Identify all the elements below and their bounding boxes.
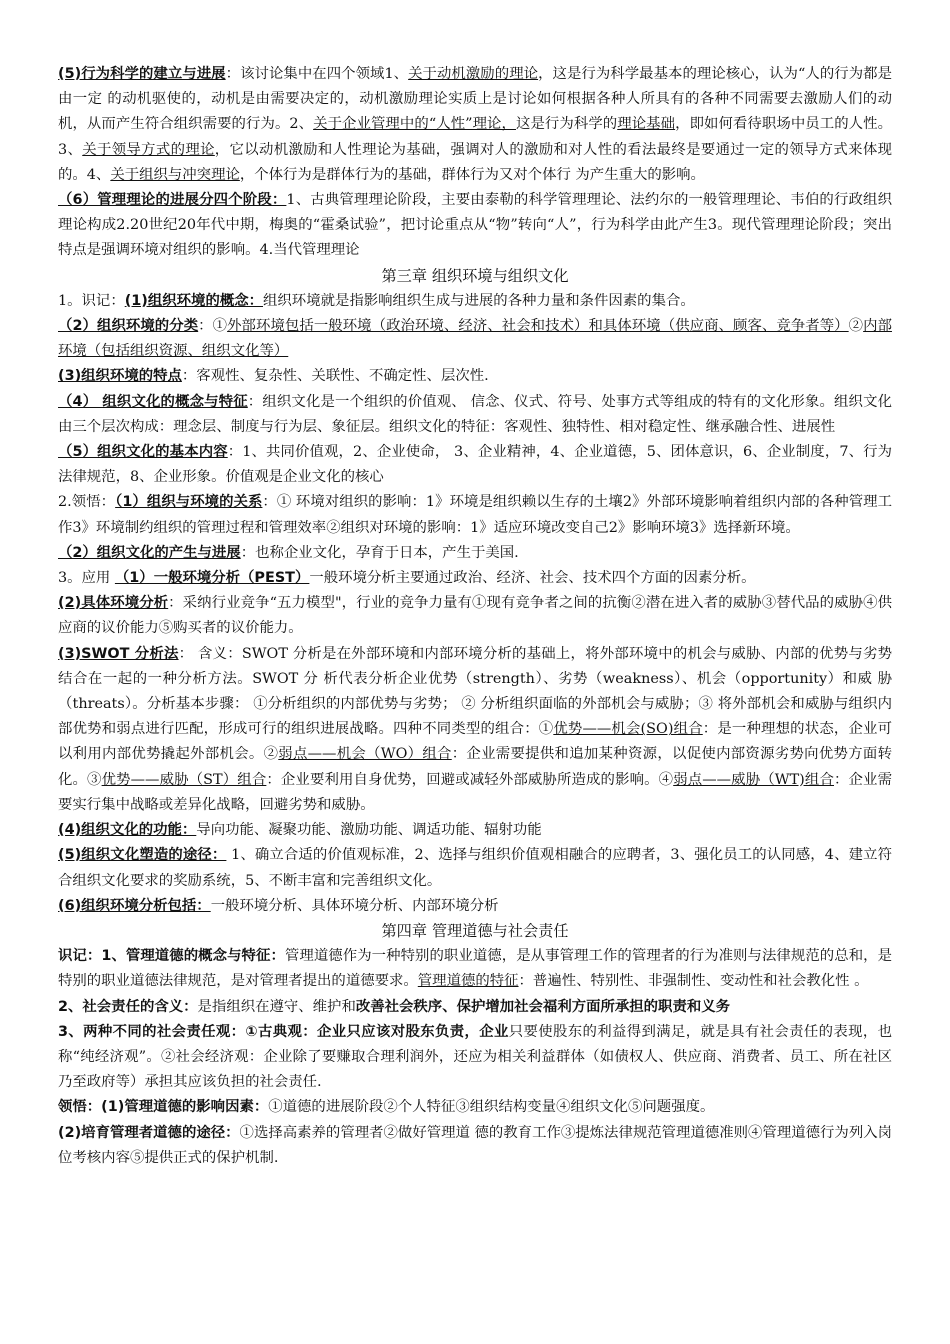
section-heading: 识记：1、管理道德的概念与特征： [58, 948, 285, 965]
text: 一般环境分析、具体环境分析、内部环境分析 [210, 897, 499, 914]
chapter-3-title: 第三章 组织环境与组织文化 [381, 266, 569, 285]
underlined-text: 优势——威胁（ST）组合 [101, 771, 267, 788]
text: 组织环境就是指影响组织生成与进展的各种力量和条件因素的集合。 [263, 292, 695, 309]
section-heading: (5)行为科学的建立与进展 [58, 66, 226, 82]
text: 1、确立合适的价值观标准，2、选择与组织价值观相融合的应聘者，3、强化员工的认同感，4、建立符合组织文化要求的奖励系统，5、不断丰富和完善组织文化。 [58, 847, 892, 889]
section-heading: (5)组织文化塑造的途径： [58, 847, 227, 864]
text: 2.领悟： [58, 494, 116, 511]
underlined-text: 关于组织与冲突理论 [110, 166, 240, 183]
underlined-text: 优势——机会(SO)组合 [553, 721, 703, 738]
section-heading: (4)组织文化的功能： [58, 822, 197, 839]
section-heading: (3)SWOT 分析法 [58, 645, 179, 662]
text: ，这是行为科学最基本的理论核心，认为“人的行为都是由一定 的动机驱使的，动机是由需要决定的，动机激励理论实质上是讨论如何根据各种人所具有的各种不同需要去激励人们的动机，从而产生符合组织需要的行为。2、 [58, 66, 892, 133]
text: ：该讨论集中在四个领域1、 [225, 66, 409, 82]
text: ①选择高素养的管理者②做好管理道 德的教育工作③提炼法律规范管理道德准则④管理道德行为列入岗位考核内容⑤提供正式的保护机制. [58, 1124, 892, 1166]
text: ：企业需要实行集中战略或差异化战略，回避劣势和威胁。 [58, 771, 892, 813]
paragraph-org-environment-relation [58, 490, 892, 540]
section-heading: (2)培育管理者道德的途径： [58, 1124, 240, 1141]
section-heading: (2)具体环境分析 [58, 595, 169, 612]
text: ：① [198, 318, 228, 335]
text: ：组织文化是一个组织的价值观、 信念、仪式、符号、处事方式等组成的特有的文化形象。组织文化由三个层次构成：理念层、制度与行为层、象征层。组织文化的特征：客观性、独特性、相对稳定性、继承融合性、进展性 [58, 393, 893, 435]
paragraph-ethics-concept [58, 944, 892, 994]
section-heading: (6)组织环境分析包括： [58, 897, 211, 914]
underlined-text: 弱点——威胁（WT)组合 [673, 771, 834, 788]
text: 一般环境分析主要通过政治、经济、社会、技术四个方面的因素分析。 [309, 570, 756, 587]
text: ：普遍性、特别性、非强制性、变动性和社会教化性 。 [518, 973, 869, 990]
text: ：是一种理想的状态，企业可以利用内部优势撬起外部机会。② [58, 721, 892, 763]
text: ①道德的进展阶段②个人特征③组织结构变量④组织文化⑤问题强度。 [268, 1099, 715, 1116]
underlined-text: 内部环境（包括组织资源、组织文化等） [58, 318, 892, 360]
paragraph-pest [58, 566, 892, 591]
text: ：客观性、复杂性、关联性、不确定性、层次性. [181, 368, 489, 385]
paragraph-culture-functions [58, 818, 892, 843]
underlined-text: 弱点——机会（WO）组合 [278, 746, 452, 763]
text: ：采纳行业竞争“五力模型"，行业的竞争力量有①现有竞争者之间的抗衡②潜在进入者的威胁③替代品的威胁④供应商的议价能力⑤购买者的议价能力。 [58, 595, 892, 637]
section-heading: （2）组织环境的分类 [58, 318, 199, 335]
paragraph-behavioral-science [58, 62, 892, 188]
paragraph-responsibility-views [58, 1020, 892, 1096]
underlined-text: 理论基础 [617, 116, 676, 133]
bold-text: 改善社会秩序、保护增加社会福利方面所承担的职责和义务 [355, 998, 731, 1015]
text: 这是行为科学的 [516, 116, 618, 133]
underlined-text: 管理道德的特征 [417, 973, 519, 990]
section-heading: 领悟：(1)管理道德的影响因素： [58, 1099, 269, 1116]
section-heading: （4） 组织文化的概念与特征 [58, 393, 248, 410]
paragraph-environment-analysis [58, 894, 892, 919]
section-heading: (3)组织环境的特点 [58, 368, 182, 385]
paragraph-environment-features [58, 364, 892, 389]
text: ，它以动机激励和人性理论为基础，强调对人的激励和对人性的看法最终是要通过一定的领导方式来体现的。4、 [58, 141, 892, 183]
paragraph-ethics-cultivation [58, 1121, 892, 1171]
text: ： 含义：SWOT 分析是在外部环境和内部环境分析的基础上，将外部环境中的机会与威胁、内部的优势与劣势结合在一起的一种分析方法。SWOT 分 析代表分析企业优势（strength）、劣势（weakness）、机会（opportunity）和威 胁（threats）。分析基本步骤： ①分析组织的内部优势与劣势； ② 分析组织面临的外部机会与威胁；③ 将外部机会和威胁与组织内部优势和弱点进行匹配，形成可行的组织进展战略。四种不同类型的组合：① [58, 645, 893, 738]
text: ，即如何看待职场中员工的人性。3、 [58, 116, 892, 158]
section-heading: （1）组织与环境的关系 [115, 494, 263, 511]
section-heading: 2、社会责任的含义： [58, 998, 198, 1015]
text: ：也称企业文化，孕育于日本，产生于美国. [240, 544, 519, 561]
text: 是指组织在遵守、维护和 [197, 998, 356, 1015]
underlined-text: 关于企业管理中的“人性”理论， [313, 116, 516, 133]
text: 1。识记： [58, 292, 125, 309]
paragraph-environment-types [58, 314, 892, 364]
paragraph-culture-origin [58, 541, 892, 566]
paragraph-five-forces [58, 591, 892, 641]
section-heading: (1)组织环境的概念： [124, 292, 264, 309]
text: ：企业需要提供和追加某种资源，以促使内部资源劣势向优势方面转化。③ [58, 746, 892, 788]
text: 导向功能、凝聚功能、激励功能、调适功能、辐射功能 [196, 822, 542, 839]
underlined-text: 外部环境包括一般环境（政治环境、经济、社会和技术）和具体环境（供应商、顾客、竞争者等） [227, 318, 849, 335]
section-heading: （5）组织文化的基本内容 [58, 444, 228, 461]
paragraph-social-responsibility [58, 995, 892, 1020]
chapter-4-title: 第四章 管理道德与社会责任 [381, 921, 569, 940]
section-heading: （1）一般环境分析（PEST） [114, 570, 310, 587]
text: 只要使股东的利益得到满足，就是具有社会责任的表现，也称“纯经济观”。②社会经济观：企业除了要赚取合理利润外，还应为相关利益群体（如债权人、供应商、消费者、员工、所在社区乃至政府等）承担其应该负担的社会责任. [58, 1023, 892, 1091]
paragraph-culture-content [58, 440, 892, 490]
paragraph-culture-shaping [58, 843, 892, 893]
text: ② [848, 318, 864, 335]
paragraph-environment-concept [58, 289, 892, 314]
text: 3。应用 [58, 570, 115, 587]
section-heading: （2）组织文化的产生与进展 [58, 544, 241, 561]
section-heading: （6）管理理论的进展分四个阶段： [58, 192, 287, 209]
paragraph-management-stages [58, 188, 892, 264]
section-heading: 3、两种不同的社会责任观：①古典观：企业只应该对股东负责，企业 [58, 1023, 509, 1040]
text: ，个体行为是群体行为的基础，群体行为又对个体行 为产生重大的影响。 [239, 166, 705, 183]
text: ：企业要利用自身优势，回避或减轻外部威胁所造成的影响。④ [266, 771, 674, 788]
text: 1、古典管理理论阶段，主要由泰勒的科学管理理论、法约尔的一般管理理论、韦伯的行政组织理论构成2.20世纪20年代中期，梅奥的“霍桑试验”，把讨论重点从“物”转向“人”，行为科学由此产生3。现代管理理论阶段；突出特点是强调环境对组织的影响。4.当代管理理论 [58, 192, 892, 259]
paragraph-culture-concept [58, 390, 892, 440]
text: ：① 环境对组织的影响：1》环境是组织赖以生存的土壤2》外部环境影响着组织内部的各种管理工作3》环境制约组织的管理过程和管理效率②组织对环境的影响：1》适应环境改变自己2》影响环境3》选择新环境。 [58, 494, 893, 536]
underlined-text: 关于领导方式的理论 [82, 141, 215, 158]
paragraph-ethics-factors [58, 1095, 892, 1120]
text: 管理道德作为一种特别的职业道德，是从事管理工作的管理者的行为准则与法律规范的总和，是特别的职业道德法律规范，是对管理者提出的道德要求。 [58, 948, 892, 990]
text: ：1、共同价值观，2、企业使命， 3、企业精神，4、企业道德，5、团体意识，6、企业制度，7、行为法律规范，8、企业形象。价值观是企业文化的核心 [58, 444, 893, 486]
paragraph-swot [58, 642, 892, 818]
underlined-text: 关于动机激励的理论 [408, 66, 539, 82]
